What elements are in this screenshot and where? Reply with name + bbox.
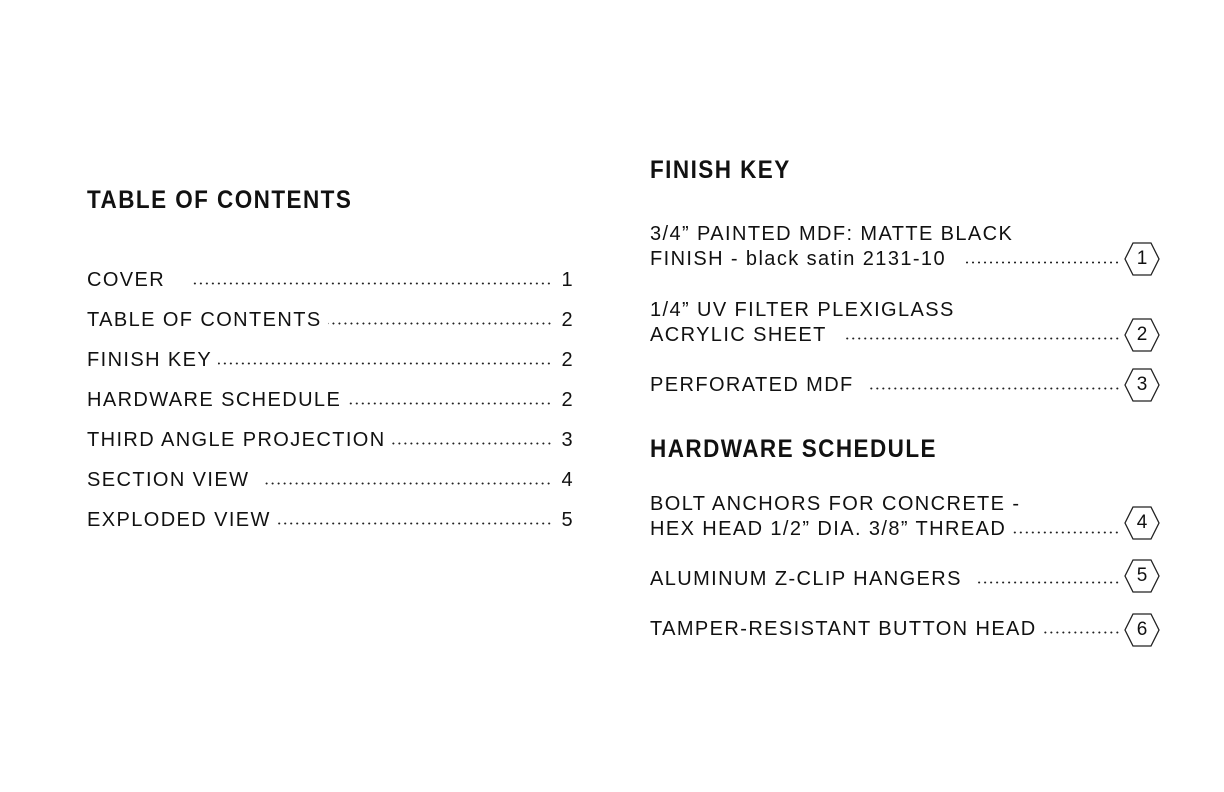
toc-entry-table-of-contents[interactable] (87, 300, 574, 340)
hexagon-tag-number: 6 (1136, 619, 1148, 640)
hardware-schedule-item-line: ALUMINUM Z-CLIP HANGERS (650, 568, 962, 590)
toc-entry-label: SECTION VIEW (87, 468, 250, 491)
toc-entry-page: 3 (561, 428, 574, 451)
toc-entry-exploded-view[interactable] (87, 500, 574, 540)
hexagon-tag-icon (1124, 242, 1160, 276)
hexagon-tag-number: 3 (1136, 374, 1148, 395)
dot-leader (1012, 531, 1120, 534)
hardware-schedule-item-line: HEX HEAD 1/2” DIA. 3/8” THREAD (650, 518, 1007, 540)
hexagon-tag-number: 1 (1136, 248, 1148, 269)
dot-leader (1043, 631, 1120, 634)
dot-leader (845, 337, 1120, 340)
hardware-schedule-title: HARDWARE SCHEDULE (650, 435, 937, 463)
toc-entry-page: 2 (561, 308, 574, 331)
dot-leader (976, 581, 1120, 584)
dot-leader (392, 442, 552, 445)
toc-entry-label: THIRD ANGLE PROJECTION (87, 428, 386, 451)
toc-entry-hardware-schedule[interactable] (87, 380, 574, 420)
dot-leader (966, 261, 1120, 264)
dot-leader (328, 322, 552, 325)
hexagon-tag-icon (1124, 318, 1160, 352)
toc-list (87, 260, 574, 540)
finish-key-item (650, 222, 1160, 272)
hardware-schedule-list (650, 492, 1160, 642)
finish-key-item-line: FINISH - black satin 2131-10 (650, 248, 946, 270)
hexagon-tag-icon (1124, 368, 1160, 402)
toc-entry-label: FINISH KEY (87, 348, 213, 371)
hexagon-tag-number: 2 (1136, 324, 1148, 345)
dot-leader (347, 402, 552, 405)
toc-entry-page: 2 (561, 348, 574, 371)
hexagon-tag-icon (1124, 506, 1160, 540)
finish-key-list (650, 222, 1160, 398)
dot-leader (870, 387, 1120, 390)
finish-key-item-line: 1/4” UV FILTER PLEXIGLASS (650, 299, 955, 321)
finish-key-item (650, 373, 1160, 398)
toc-entry-third-angle-projection[interactable] (87, 420, 574, 460)
hardware-schedule-item (650, 617, 1160, 642)
hardware-schedule-item-line: BOLT ANCHORS FOR CONCRETE - (650, 493, 1021, 515)
hexagon-tag-number: 4 (1136, 512, 1148, 533)
toc-entry-page: 2 (561, 388, 574, 411)
toc-entry-label: HARDWARE SCHEDULE (87, 388, 342, 411)
toc-entry-label: TABLE OF CONTENTS (87, 308, 322, 331)
hexagon-tag-icon (1124, 559, 1160, 593)
dot-leader (277, 522, 552, 525)
toc-entry-finish-key[interactable] (87, 340, 574, 380)
toc-entry-page: 5 (561, 508, 574, 531)
dot-leader (263, 482, 552, 485)
toc-entry-label: EXPLODED VIEW (87, 508, 271, 531)
finish-key-title: FINISH KEY (650, 156, 791, 184)
hexagon-tag-icon (1124, 613, 1160, 647)
finish-key-item (650, 298, 1160, 348)
hardware-schedule-item-line: TAMPER-RESISTANT BUTTON HEAD (650, 618, 1037, 640)
hexagon-tag-number: 5 (1136, 565, 1148, 586)
dot-leader (218, 362, 552, 365)
toc-title: TABLE OF CONTENTS (87, 186, 353, 214)
dot-leader (193, 282, 552, 285)
toc-entry-label: COVER (87, 268, 166, 291)
finish-key-item-line: ACRYLIC SHEET (650, 324, 827, 346)
toc-entry-page: 1 (561, 268, 574, 291)
hardware-schedule-item (650, 567, 1160, 592)
toc-entry-page: 4 (561, 468, 574, 491)
finish-key-item-line: PERFORATED MDF (650, 374, 854, 396)
toc-entry-cover[interactable] (87, 260, 574, 300)
hardware-schedule-item (650, 492, 1160, 542)
toc-entry-section-view[interactable] (87, 460, 574, 500)
finish-key-item-line: 3/4” PAINTED MDF: MATTE BLACK (650, 223, 1014, 245)
